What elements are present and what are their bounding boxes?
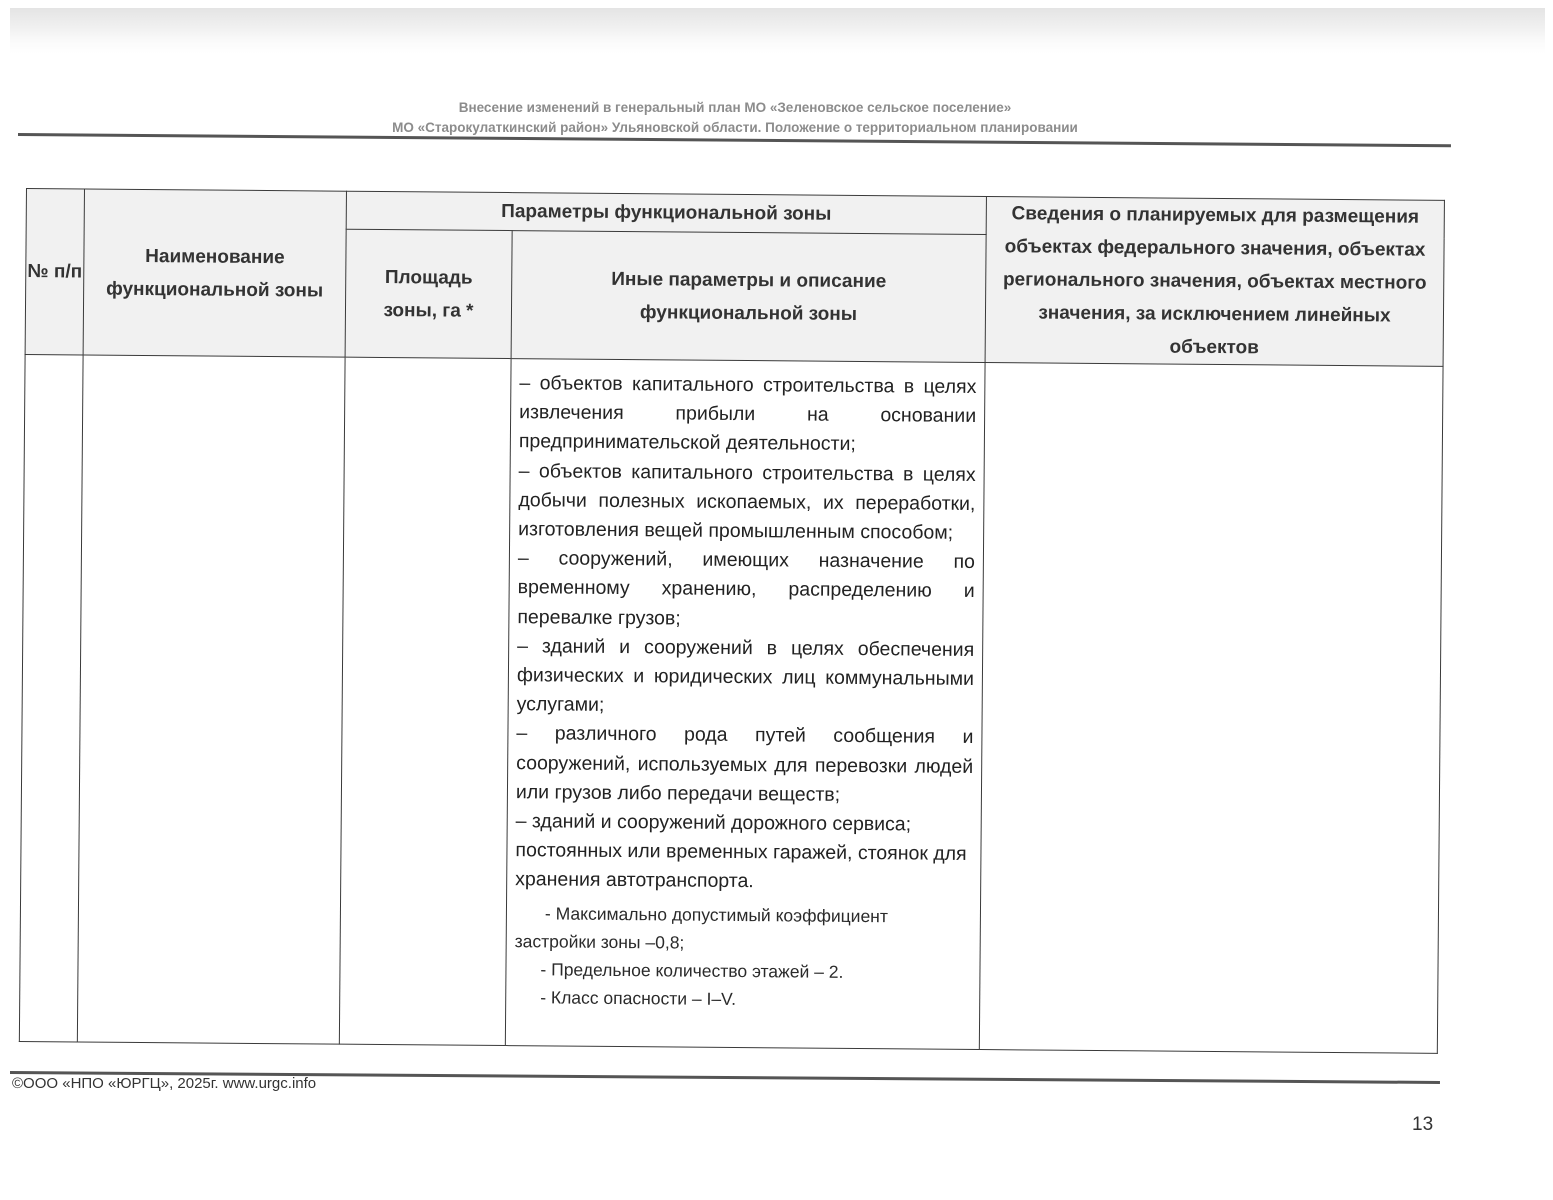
column-header-other-parameters: Иные параметры и описание функциональной зоны (511, 231, 986, 363)
zone-parameters-list (506, 895, 980, 1015)
description-item: – различного рода путей сообщения и сооружений, используемых для перевозки людей или грузов либо передачи веществ; (515, 722, 974, 806)
cell-area (339, 357, 511, 1045)
functional-zones-table-container (19, 188, 1444, 1054)
running-header-line-2: МО «Старокулаткинский район» Ульяновской области. Положение о территориальном планировании (392, 120, 1078, 135)
cell-number (19, 354, 83, 1041)
table-row (19, 354, 1443, 1053)
running-header (80, 98, 1390, 138)
cell-planned-objects (979, 363, 1443, 1054)
column-header-zone-parameters: Параметры функциональной зоны (346, 191, 986, 234)
zone-parameter-item: - Максимально допустимый коэффициент застройки зоны –0,8; (514, 903, 889, 953)
functional-zones-table (19, 188, 1445, 1054)
description-item: – зданий и сооружений в целях обеспечения физических и юридических лиц коммунальными услугами; (516, 634, 975, 717)
zone-parameter-item: - Класс опасности – I–V. (540, 986, 737, 1009)
description-item: – зданий и сооружений дорожного сервиса; постоянных или временных гаражей, стоянок для хранения автотранспорта. (515, 810, 967, 893)
column-header-number: № п/п (25, 189, 84, 355)
zone-parameter-item: - Предельное количество этажей – 2. (540, 958, 844, 982)
column-header-planned-objects: Сведения о планируемых для размещения объектах федерального значения, объектах регионального значения, объектах местного значения, за исключением линейных объектов (985, 197, 1444, 367)
copyright-text: ©ООО «НПО «ЮРГЦ», 2025г. www.urgc.info (12, 1075, 317, 1092)
cell-description (505, 359, 985, 1050)
cell-zone-name (77, 355, 345, 1044)
description-item: – сооружений, имеющих назначение по временному хранению, распределению и перевалке грузов; (517, 547, 976, 630)
page-number: 13 (1412, 1114, 1434, 1135)
description-item: – объектов капитального строительства в целях извлечения прибыли на основании предпринимательской деятельности; (518, 372, 977, 456)
description-item: – объектов капитального строительства в целях добычи полезных ископаемых, их переработки, изготовления вещей промышленным способом; (518, 459, 976, 544)
description-list (507, 359, 984, 899)
column-header-zone-name: Наименование функциональной зоны (83, 189, 346, 357)
running-header-line-1: Внесение изменений в генеральный план МО «Зеленовское сельское поселение» (458, 100, 1012, 115)
column-header-area: Площадь зоны, га * (345, 229, 512, 358)
scan-edge-shadow (10, 8, 1545, 54)
table-header-row-1 (26, 189, 1444, 239)
